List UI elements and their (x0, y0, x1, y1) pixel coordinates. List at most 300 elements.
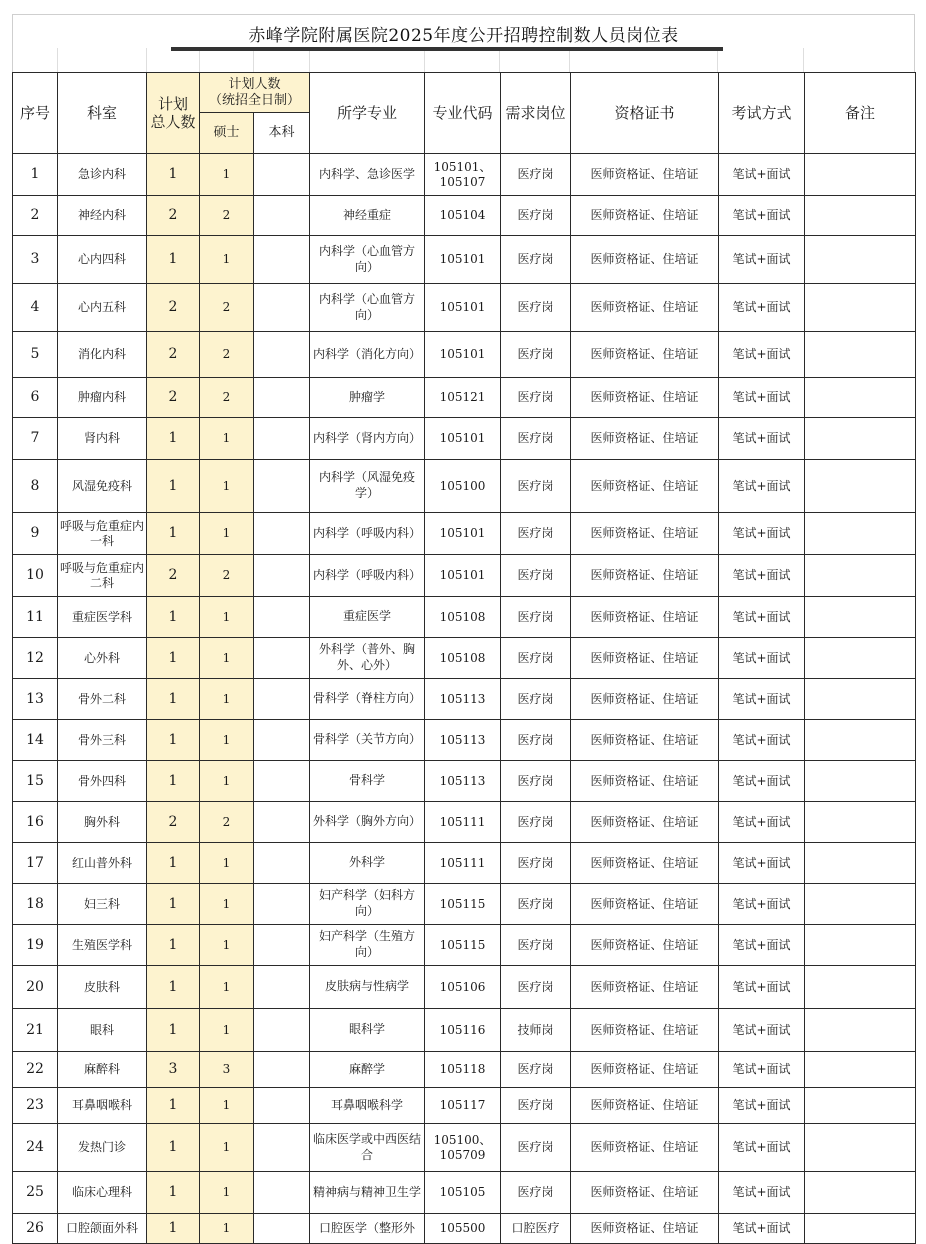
cell-bachelor (254, 802, 310, 843)
cell-exam: 笔试+面试 (719, 843, 805, 884)
cell-bachelor (254, 1172, 310, 1214)
cell-major: 内科学（心血管方向） (310, 284, 425, 332)
cell-major: 神经重症 (310, 196, 425, 236)
cell-note (805, 236, 916, 284)
cell-major: 外科学 (310, 843, 425, 884)
cell-plan-total: 1 (147, 1009, 200, 1052)
cell-cert: 医师资格证、住培证 (571, 1214, 719, 1244)
cell-exam: 笔试+面试 (719, 284, 805, 332)
cell-dept: 眼科 (58, 1009, 147, 1052)
header-plan-group: 计划人数 （统招全日制） (200, 73, 310, 113)
cell-bachelor (254, 284, 310, 332)
cell-code: 105100 (425, 460, 501, 513)
cell-note (805, 1088, 916, 1124)
cell-seq: 26 (13, 1214, 58, 1244)
cell-bachelor (254, 925, 310, 966)
cell-post: 医疗岗 (501, 761, 571, 802)
header-note: 备注 (805, 73, 916, 154)
cell-cert: 医师资格证、住培证 (571, 720, 719, 761)
cell-note (805, 1124, 916, 1172)
cell-cert: 医师资格证、住培证 (571, 1124, 719, 1172)
cell-plan-total: 2 (147, 802, 200, 843)
cell-dept: 神经内科 (58, 196, 147, 236)
table-row (13, 418, 916, 460)
cell-code: 105106 (425, 966, 501, 1009)
cell-master: 2 (200, 555, 254, 597)
cell-exam: 笔试+面试 (719, 1214, 805, 1244)
cell-plan-total: 1 (147, 966, 200, 1009)
cell-major: 妇产科学（妇科方向） (310, 884, 425, 925)
cell-seq: 14 (13, 720, 58, 761)
cell-plan-total: 1 (147, 1172, 200, 1214)
cell-master: 1 (200, 1009, 254, 1052)
cell-note (805, 418, 916, 460)
cell-bachelor (254, 597, 310, 638)
cell-dept: 麻醉科 (58, 1052, 147, 1088)
cell-post: 医疗岗 (501, 720, 571, 761)
cell-post: 技师岗 (501, 1009, 571, 1052)
cell-exam: 笔试+面试 (719, 679, 805, 720)
cell-seq: 7 (13, 418, 58, 460)
cell-master: 3 (200, 1052, 254, 1088)
cell-code: 105111 (425, 843, 501, 884)
cell-master: 1 (200, 1214, 254, 1244)
table-row (13, 966, 916, 1009)
cell-major: 皮肤病与性病学 (310, 966, 425, 1009)
cell-dept: 肿瘤内科 (58, 378, 147, 418)
cell-seq: 17 (13, 843, 58, 884)
cell-seq: 1 (13, 154, 58, 196)
cell-seq: 15 (13, 761, 58, 802)
cell-dept: 风湿免疫科 (58, 460, 147, 513)
cell-dept: 胸外科 (58, 802, 147, 843)
cell-post: 医疗岗 (501, 638, 571, 679)
cell-note (805, 1172, 916, 1214)
cell-code: 105104 (425, 196, 501, 236)
cell-master: 2 (200, 284, 254, 332)
cell-major: 内科学（风湿免疫学） (310, 460, 425, 513)
cell-code: 105113 (425, 720, 501, 761)
cell-plan-total: 1 (147, 1124, 200, 1172)
cell-seq: 24 (13, 1124, 58, 1172)
cell-exam: 笔试+面试 (719, 154, 805, 196)
cell-note (805, 284, 916, 332)
cell-post: 医疗岗 (501, 884, 571, 925)
cell-master: 2 (200, 332, 254, 378)
cell-master: 1 (200, 418, 254, 460)
cell-exam: 笔试+面试 (719, 802, 805, 843)
cell-dept: 耳鼻咽喉科 (58, 1088, 147, 1124)
cell-post: 医疗岗 (501, 378, 571, 418)
cell-post: 医疗岗 (501, 332, 571, 378)
cell-master: 1 (200, 154, 254, 196)
cell-post: 医疗岗 (501, 925, 571, 966)
cell-bachelor (254, 332, 310, 378)
cell-dept: 呼吸与危重症内一科 (58, 513, 147, 555)
table-row (13, 555, 916, 597)
header-bachelor: 本科 (254, 113, 310, 154)
recruitment-table (12, 72, 916, 1244)
header-cert: 资格证书 (571, 73, 719, 154)
cell-code: 105113 (425, 761, 501, 802)
cell-major: 临床医学或中西医结合 (310, 1124, 425, 1172)
cell-seq: 3 (13, 236, 58, 284)
cell-post: 医疗岗 (501, 843, 571, 884)
cell-note (805, 332, 916, 378)
cell-note (805, 154, 916, 196)
cell-major: 耳鼻咽喉科学 (310, 1088, 425, 1124)
cell-post: 医疗岗 (501, 460, 571, 513)
cell-cert: 医师资格证、住培证 (571, 236, 719, 284)
cell-post: 口腔医疗 (501, 1214, 571, 1244)
cell-master: 2 (200, 802, 254, 843)
cell-code: 105101 (425, 418, 501, 460)
cell-cert: 医师资格证、住培证 (571, 1052, 719, 1088)
header-master: 硕士 (200, 113, 254, 154)
table-row (13, 332, 916, 378)
table-row (13, 513, 916, 555)
cell-code: 105101 (425, 236, 501, 284)
cell-seq: 23 (13, 1088, 58, 1124)
table-row (13, 1214, 916, 1244)
cell-seq: 2 (13, 196, 58, 236)
cell-code: 105117 (425, 1088, 501, 1124)
cell-note (805, 1009, 916, 1052)
cell-plan-total: 1 (147, 884, 200, 925)
cell-exam: 笔试+面试 (719, 925, 805, 966)
cell-exam: 笔试+面试 (719, 196, 805, 236)
cell-major: 内科学（心血管方向） (310, 236, 425, 284)
cell-note (805, 679, 916, 720)
cell-cert: 医师资格证、住培证 (571, 679, 719, 720)
cell-cert: 医师资格证、住培证 (571, 460, 719, 513)
cell-plan-total: 1 (147, 1088, 200, 1124)
cell-cert: 医师资格证、住培证 (571, 802, 719, 843)
cell-dept: 生殖医学科 (58, 925, 147, 966)
table-row (13, 1052, 916, 1088)
cell-code: 105101 (425, 332, 501, 378)
cell-major: 内科学（消化方向） (310, 332, 425, 378)
cell-seq: 10 (13, 555, 58, 597)
cell-post: 医疗岗 (501, 1088, 571, 1124)
cell-cert: 医师资格证、住培证 (571, 555, 719, 597)
cell-exam: 笔试+面试 (719, 236, 805, 284)
cell-master: 1 (200, 720, 254, 761)
cell-master: 1 (200, 761, 254, 802)
cell-note (805, 761, 916, 802)
cell-major: 骨科学 (310, 761, 425, 802)
cell-cert: 医师资格证、住培证 (571, 761, 719, 802)
cell-master: 1 (200, 843, 254, 884)
title-row (12, 14, 915, 48)
table-row (13, 597, 916, 638)
cell-master: 1 (200, 236, 254, 284)
cell-code: 105108 (425, 597, 501, 638)
table-row (13, 236, 916, 284)
cell-cert: 医师资格证、住培证 (571, 196, 719, 236)
table-row (13, 843, 916, 884)
cell-cert: 医师资格证、住培证 (571, 638, 719, 679)
cell-master: 1 (200, 460, 254, 513)
cell-note (805, 513, 916, 555)
table-row (13, 1009, 916, 1052)
cell-seq: 21 (13, 1009, 58, 1052)
cell-dept: 消化内科 (58, 332, 147, 378)
cell-dept: 呼吸与危重症内二科 (58, 555, 147, 597)
cell-bachelor (254, 418, 310, 460)
cell-major: 骨科学（关节方向） (310, 720, 425, 761)
cell-plan-total: 2 (147, 196, 200, 236)
cell-exam: 笔试+面试 (719, 1124, 805, 1172)
cell-plan-total: 1 (147, 925, 200, 966)
cell-plan-total: 1 (147, 236, 200, 284)
cell-code: 105121 (425, 378, 501, 418)
cell-note (805, 638, 916, 679)
cell-seq: 9 (13, 513, 58, 555)
cell-major: 内科学（肾内方向） (310, 418, 425, 460)
cell-major: 麻醉学 (310, 1052, 425, 1088)
cell-post: 医疗岗 (501, 802, 571, 843)
cell-cert: 医师资格证、住培证 (571, 418, 719, 460)
cell-exam: 笔试+面试 (719, 1172, 805, 1214)
table-row (13, 925, 916, 966)
cell-dept: 口腔颌面外科 (58, 1214, 147, 1244)
cell-dept: 肾内科 (58, 418, 147, 460)
cell-post: 医疗岗 (501, 679, 571, 720)
cell-bachelor (254, 555, 310, 597)
cell-post: 医疗岗 (501, 196, 571, 236)
cell-master: 1 (200, 597, 254, 638)
cell-cert: 医师资格证、住培证 (571, 1172, 719, 1214)
cell-exam: 笔试+面试 (719, 884, 805, 925)
cell-cert: 医师资格证、住培证 (571, 1009, 719, 1052)
cell-code: 105101 (425, 513, 501, 555)
cell-code: 105101 (425, 555, 501, 597)
cell-bachelor (254, 1009, 310, 1052)
cell-major: 妇产科学（生殖方向） (310, 925, 425, 966)
cell-code: 105105 (425, 1172, 501, 1214)
cell-bachelor (254, 1124, 310, 1172)
cell-note (805, 802, 916, 843)
cell-code: 105115 (425, 884, 501, 925)
header-exam: 考试方式 (719, 73, 805, 154)
cell-bachelor (254, 638, 310, 679)
cell-cert: 医师资格证、住培证 (571, 332, 719, 378)
cell-code: 105111 (425, 802, 501, 843)
header-plan-total: 计划 总人数 (147, 73, 200, 154)
cell-master: 1 (200, 925, 254, 966)
cell-seq: 6 (13, 378, 58, 418)
cell-master: 1 (200, 1172, 254, 1214)
cell-note (805, 555, 916, 597)
cell-seq: 12 (13, 638, 58, 679)
cell-major: 精神病与精神卫生学 (310, 1172, 425, 1214)
cell-master: 2 (200, 196, 254, 236)
header-code: 专业代码 (425, 73, 501, 154)
cell-plan-total: 2 (147, 378, 200, 418)
cell-master: 1 (200, 1124, 254, 1172)
cell-bachelor (254, 1214, 310, 1244)
cell-bachelor (254, 460, 310, 513)
cell-cert: 医师资格证、住培证 (571, 884, 719, 925)
cell-seq: 18 (13, 884, 58, 925)
cell-dept: 骨外三科 (58, 720, 147, 761)
blank-row (12, 48, 915, 72)
cell-dept: 发热门诊 (58, 1124, 147, 1172)
cell-cert: 医师资格证、住培证 (571, 154, 719, 196)
cell-seq: 5 (13, 332, 58, 378)
cell-exam: 笔试+面试 (719, 597, 805, 638)
cell-note (805, 720, 916, 761)
cell-bachelor (254, 513, 310, 555)
cell-seq: 22 (13, 1052, 58, 1088)
header-dept: 科室 (58, 73, 147, 154)
cell-cert: 医师资格证、住培证 (571, 966, 719, 1009)
cell-post: 医疗岗 (501, 418, 571, 460)
cell-plan-total: 1 (147, 1214, 200, 1244)
cell-plan-total: 2 (147, 284, 200, 332)
cell-post: 医疗岗 (501, 1052, 571, 1088)
cell-seq: 13 (13, 679, 58, 720)
cell-cert: 医师资格证、住培证 (571, 378, 719, 418)
cell-code: 105500 (425, 1214, 501, 1244)
cell-note (805, 597, 916, 638)
cell-dept: 心内五科 (58, 284, 147, 332)
cell-note (805, 1214, 916, 1244)
cell-bachelor (254, 196, 310, 236)
cell-master: 1 (200, 679, 254, 720)
cell-code: 105108 (425, 638, 501, 679)
cell-dept: 皮肤科 (58, 966, 147, 1009)
cell-note (805, 460, 916, 513)
cell-master: 1 (200, 966, 254, 1009)
cell-seq: 20 (13, 966, 58, 1009)
cell-code: 105100、 105709 (425, 1124, 501, 1172)
table-row (13, 284, 916, 332)
cell-seq: 4 (13, 284, 58, 332)
cell-master: 1 (200, 1088, 254, 1124)
cell-post: 医疗岗 (501, 555, 571, 597)
table-row (13, 1124, 916, 1172)
cell-major: 内科学（呼吸内科） (310, 513, 425, 555)
cell-major: 内科学（呼吸内科） (310, 555, 425, 597)
cell-bachelor (254, 378, 310, 418)
cell-post: 医疗岗 (501, 966, 571, 1009)
cell-bachelor (254, 679, 310, 720)
table-row (13, 761, 916, 802)
cell-post: 医疗岗 (501, 284, 571, 332)
cell-exam: 笔试+面试 (719, 1088, 805, 1124)
table-row (13, 679, 916, 720)
cell-bachelor (254, 1052, 310, 1088)
cell-code: 105116 (425, 1009, 501, 1052)
table-row (13, 1172, 916, 1214)
cell-major: 重症医学 (310, 597, 425, 638)
cell-cert: 医师资格证、住培证 (571, 513, 719, 555)
cell-post: 医疗岗 (501, 1124, 571, 1172)
cell-exam: 笔试+面试 (719, 378, 805, 418)
cell-bachelor (254, 884, 310, 925)
cell-master: 1 (200, 513, 254, 555)
cell-note (805, 378, 916, 418)
table-body (13, 154, 916, 1244)
cell-exam: 笔试+面试 (719, 460, 805, 513)
cell-major: 内科学、急诊医学 (310, 154, 425, 196)
cell-plan-total: 1 (147, 638, 200, 679)
cell-master: 1 (200, 884, 254, 925)
cell-dept: 重症医学科 (58, 597, 147, 638)
cell-exam: 笔试+面试 (719, 966, 805, 1009)
cell-dept: 心外科 (58, 638, 147, 679)
cell-dept: 骨外二科 (58, 679, 147, 720)
cell-seq: 8 (13, 460, 58, 513)
cell-note (805, 925, 916, 966)
header-seq: 序号 (13, 73, 58, 154)
cell-bachelor (254, 154, 310, 196)
cell-master: 2 (200, 378, 254, 418)
cell-exam: 笔试+面试 (719, 332, 805, 378)
cell-plan-total: 1 (147, 720, 200, 761)
cell-plan-total: 2 (147, 332, 200, 378)
spreadsheet (12, 14, 915, 1244)
page-title: 赤峰学院附属医院2025年度公开招聘控制数人员岗位表 (248, 26, 679, 46)
cell-major: 外科学（普外、胸外、心外） (310, 638, 425, 679)
cell-major: 骨科学（脊柱方向） (310, 679, 425, 720)
cell-exam: 笔试+面试 (719, 720, 805, 761)
cell-major: 外科学（胸外方向） (310, 802, 425, 843)
cell-code: 105115 (425, 925, 501, 966)
cell-code: 105101 (425, 284, 501, 332)
cell-bachelor (254, 236, 310, 284)
cell-bachelor (254, 843, 310, 884)
cell-bachelor (254, 720, 310, 761)
cell-code: 105118 (425, 1052, 501, 1088)
cell-dept: 骨外四科 (58, 761, 147, 802)
cell-dept: 红山普外科 (58, 843, 147, 884)
cell-post: 医疗岗 (501, 1172, 571, 1214)
cell-plan-total: 3 (147, 1052, 200, 1088)
cell-note (805, 843, 916, 884)
cell-exam: 笔试+面试 (719, 555, 805, 597)
cell-bachelor (254, 966, 310, 1009)
cell-plan-total: 1 (147, 679, 200, 720)
cell-bachelor (254, 1088, 310, 1124)
cell-plan-total: 1 (147, 761, 200, 802)
cell-plan-total: 1 (147, 460, 200, 513)
cell-plan-total: 1 (147, 843, 200, 884)
table-row (13, 884, 916, 925)
cell-code: 105101、 105107 (425, 154, 501, 196)
cell-post: 医疗岗 (501, 597, 571, 638)
cell-exam: 笔试+面试 (719, 1009, 805, 1052)
cell-exam: 笔试+面试 (719, 418, 805, 460)
cell-dept: 临床心理科 (58, 1172, 147, 1214)
cell-note (805, 1052, 916, 1088)
cell-major: 眼科学 (310, 1009, 425, 1052)
cell-bachelor (254, 761, 310, 802)
cell-code: 105113 (425, 679, 501, 720)
table-row (13, 378, 916, 418)
cell-plan-total: 2 (147, 555, 200, 597)
cell-seq: 11 (13, 597, 58, 638)
cell-cert: 医师资格证、住培证 (571, 284, 719, 332)
cell-post: 医疗岗 (501, 236, 571, 284)
cell-major: 口腔医学（整形外 (310, 1214, 425, 1244)
table-row (13, 720, 916, 761)
cell-cert: 医师资格证、住培证 (571, 925, 719, 966)
title-underline (171, 47, 723, 51)
header-post: 需求岗位 (501, 73, 571, 154)
